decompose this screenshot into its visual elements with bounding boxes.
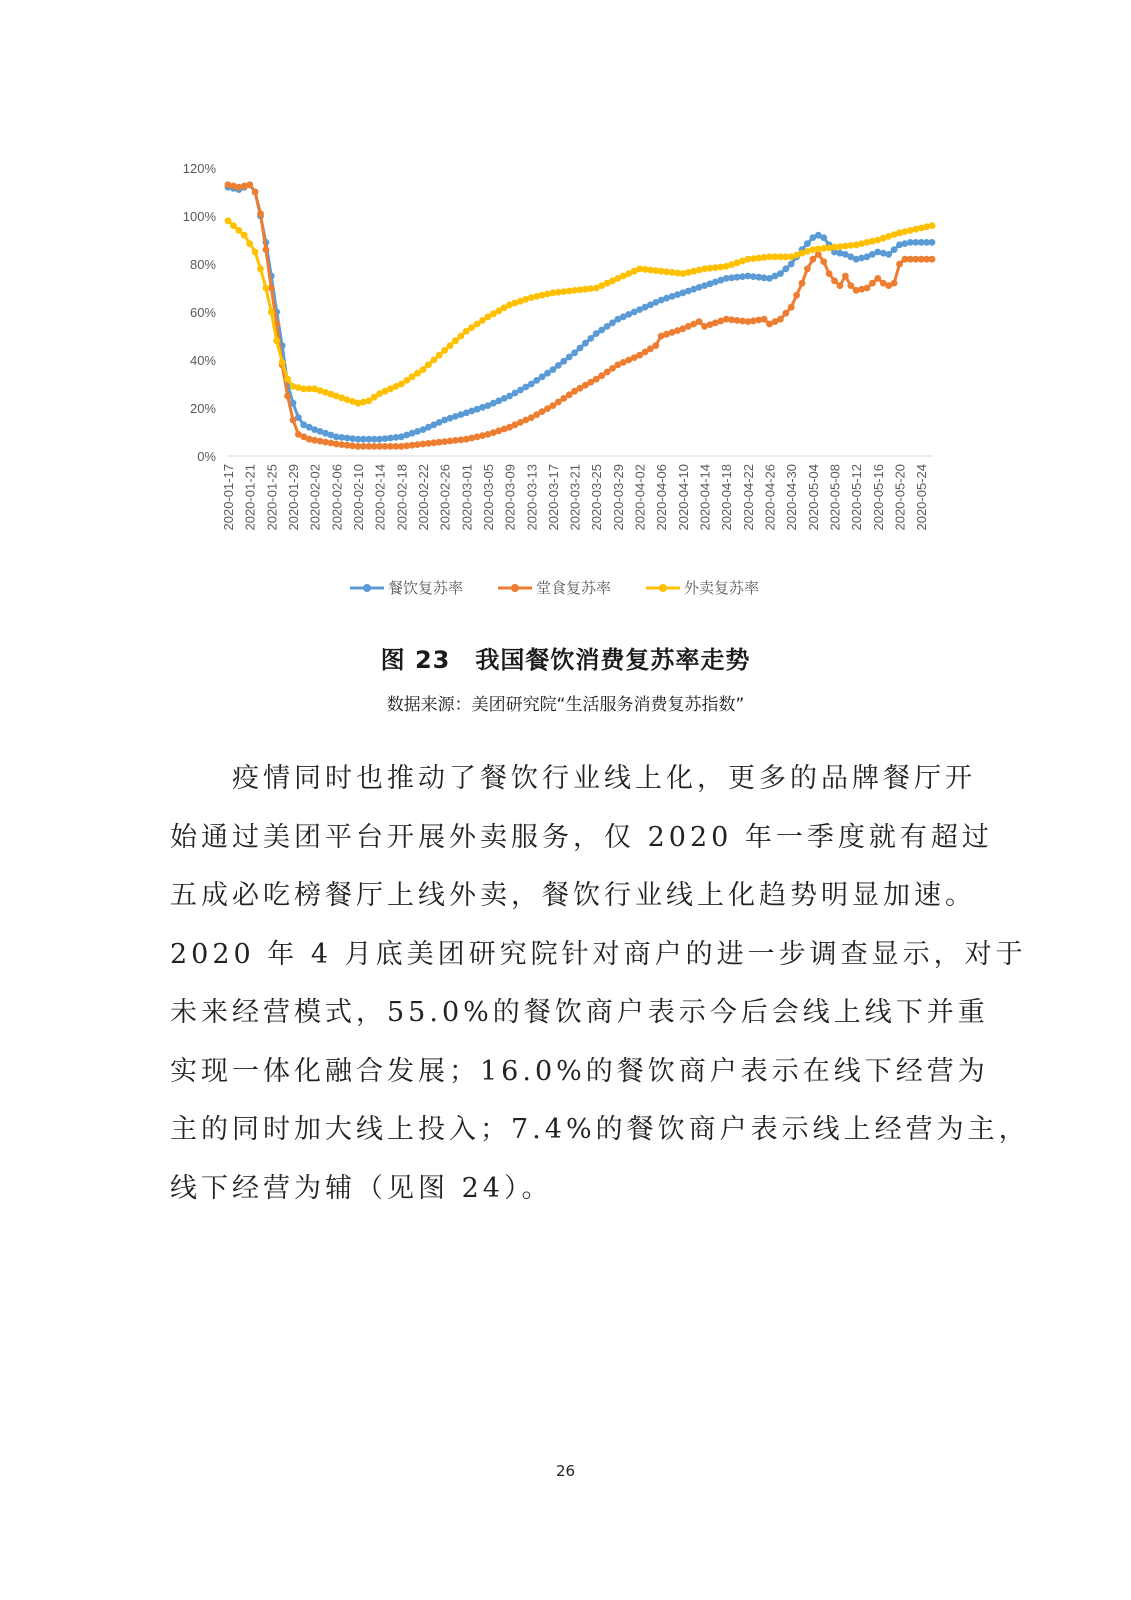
x-tick-label: 2020-03-09	[502, 464, 518, 531]
x-tick-label: 2020-04-18	[719, 464, 735, 531]
data-point	[560, 358, 567, 365]
legend-label: 堂食复苏率	[536, 579, 612, 597]
data-point	[831, 277, 838, 284]
y-tick-label: 0%	[197, 449, 216, 464]
legend-item	[646, 579, 759, 597]
x-tick-label: 2020-02-14	[372, 464, 388, 531]
legend-swatch-dot	[363, 584, 371, 592]
y-tick-label: 60%	[189, 305, 216, 320]
data-point	[279, 359, 286, 366]
x-tick-label: 2020-02-26	[437, 464, 453, 531]
x-tick-label: 2020-03-05	[480, 464, 496, 531]
legend-swatch-dot	[511, 584, 519, 592]
x-tick-label: 2020-01-17	[221, 464, 236, 531]
data-point	[252, 249, 259, 256]
y-tick-label: 100%	[182, 209, 216, 224]
x-tick-label: 2020-04-26	[762, 464, 778, 531]
x-tick-label: 2020-03-17	[545, 464, 561, 531]
data-point	[571, 349, 578, 356]
data-point	[230, 222, 237, 229]
x-tick-label: 2020-02-02	[307, 464, 323, 531]
data-point	[566, 354, 573, 361]
legend-label: 外卖复苏率	[684, 579, 760, 597]
data-point	[458, 333, 465, 340]
data-point	[782, 265, 789, 272]
data-point	[425, 361, 432, 368]
page-number: 26	[555, 1462, 576, 1480]
data-point	[842, 273, 849, 280]
y-tick-label: 120%	[182, 161, 216, 176]
data-point	[290, 417, 297, 424]
data-point	[804, 240, 811, 247]
series-餐饮复苏率	[225, 181, 936, 442]
paragraph-line: 线下经营为辅（见图 24）。	[170, 1172, 553, 1204]
data-point	[452, 337, 459, 344]
data-point	[799, 280, 806, 287]
recovery-rate-line-chart	[160, 150, 960, 620]
data-point	[847, 282, 854, 289]
x-tick-label: 2020-05-16	[870, 464, 886, 531]
x-tick-label: 2020-04-06	[654, 464, 670, 531]
data-point	[891, 280, 898, 287]
series-line	[228, 185, 932, 439]
data-point	[782, 310, 789, 317]
figure-source: 数据来源：美团研究院“生活服务消费复苏指数”	[386, 695, 745, 715]
data-point	[257, 210, 264, 217]
x-tick-label: 2020-05-20	[892, 464, 908, 531]
paragraph-line: 实现一体化融合发展；16.0%的餐饮商户表示在线下经营为	[170, 1055, 989, 1087]
data-point	[252, 189, 259, 196]
x-tick-label: 2020-05-24	[914, 464, 930, 531]
x-tick-label: 2020-02-18	[394, 464, 410, 531]
data-point	[826, 270, 833, 277]
x-tick-label: 2020-02-06	[329, 464, 345, 531]
x-tick-label: 2020-04-30	[784, 464, 800, 531]
data-point	[268, 309, 275, 316]
x-tick-label: 2020-01-21	[242, 464, 258, 531]
x-tick-label: 2020-04-02	[632, 463, 648, 531]
x-tick-label: 2020-03-01	[459, 464, 475, 531]
x-tick-label: 2020-05-04	[805, 464, 821, 531]
x-tick-label: 2020-02-10	[350, 464, 366, 531]
data-point	[696, 318, 703, 325]
data-point	[810, 256, 817, 263]
legend-label: 餐饮复苏率	[388, 579, 464, 597]
data-point	[896, 261, 903, 268]
data-point	[555, 362, 562, 369]
series-layer	[225, 181, 936, 449]
data-point	[864, 285, 871, 292]
data-point	[891, 246, 898, 253]
chart-legend	[350, 579, 759, 597]
x-tick-label: 2020-03-29	[610, 464, 626, 531]
data-point	[420, 366, 427, 373]
data-point	[929, 239, 936, 246]
data-point	[577, 345, 584, 352]
data-point	[430, 357, 437, 364]
data-point	[869, 280, 876, 287]
data-point	[241, 232, 248, 239]
figure-title: 图 23 我国餐饮消费复苏率走势	[380, 646, 751, 674]
data-point	[777, 316, 784, 323]
data-point	[820, 258, 827, 265]
data-point	[582, 340, 589, 347]
data-point	[235, 227, 242, 234]
data-point	[284, 393, 291, 400]
data-point	[273, 337, 280, 344]
data-point	[788, 304, 795, 311]
x-tick-label: 2020-05-12	[849, 464, 865, 531]
paragraph-line: 主的同时加大线上投入；7.4%的餐饮商户表示线上经营为主，	[170, 1114, 1030, 1145]
data-point	[284, 376, 291, 383]
body-paragraph	[170, 750, 1030, 1218]
x-tick-label: 2020-04-14	[697, 464, 713, 531]
paragraph-line: 始通过美团平台开展外卖服务，仅 2020 年一季度就有超过	[170, 821, 993, 853]
data-point	[837, 282, 844, 289]
x-tick-label: 2020-03-13	[524, 464, 540, 531]
paragraph-line: 2020 年 4 月底美团研究院针对商户的进一步调查显示，对于	[170, 938, 1027, 970]
data-point	[225, 217, 232, 224]
data-point	[820, 234, 827, 241]
data-point	[793, 292, 800, 299]
paragraph-line: 五成必吃榜餐厅上线外卖，餐饮行业线上化趋势明显加速。	[170, 880, 976, 911]
data-point	[885, 251, 892, 258]
series-line	[228, 185, 932, 447]
x-tick-label: 2020-03-21	[567, 464, 583, 531]
data-point	[263, 246, 270, 253]
data-point	[761, 316, 768, 323]
data-point	[652, 342, 659, 349]
x-tick-label: 2020-02-22	[415, 464, 431, 531]
legend-item	[498, 579, 611, 597]
legend-item	[350, 579, 463, 597]
data-point	[804, 265, 811, 272]
data-point	[777, 270, 784, 277]
x-axis	[221, 456, 932, 531]
data-point	[550, 366, 557, 373]
data-point	[874, 275, 881, 282]
data-point	[447, 342, 454, 349]
x-tick-label: 2020-05-08	[827, 464, 843, 531]
data-point	[788, 261, 795, 268]
x-tick-label: 2020-04-10	[675, 464, 691, 531]
data-point	[246, 240, 253, 247]
legend-swatch-dot	[659, 584, 667, 592]
x-tick-label: 2020-01-25	[264, 464, 280, 531]
data-point	[257, 265, 264, 272]
data-point	[246, 181, 253, 188]
x-tick-label: 2020-01-29	[285, 464, 301, 531]
series-外卖复苏率	[225, 217, 936, 406]
x-tick-label: 2020-04-22	[740, 464, 756, 531]
y-tick-label: 20%	[189, 401, 216, 416]
data-point	[441, 347, 448, 354]
y-axis	[183, 161, 217, 464]
data-point	[929, 256, 936, 263]
data-point	[436, 352, 443, 359]
x-tick-label: 2020-03-25	[589, 464, 605, 531]
paragraph-line: 未来经营模式，55.0%的餐饮商户表示今后会线上线下并重	[170, 997, 989, 1028]
series-堂食复苏率	[225, 181, 936, 449]
data-point	[263, 285, 270, 292]
data-point	[587, 335, 594, 342]
y-tick-label: 40%	[189, 353, 216, 368]
paragraph-line: 疫情同时也推动了餐饮行业线上化，更多的品牌餐厅开	[170, 763, 976, 794]
data-point	[929, 222, 936, 229]
y-tick-label: 80%	[189, 257, 216, 272]
